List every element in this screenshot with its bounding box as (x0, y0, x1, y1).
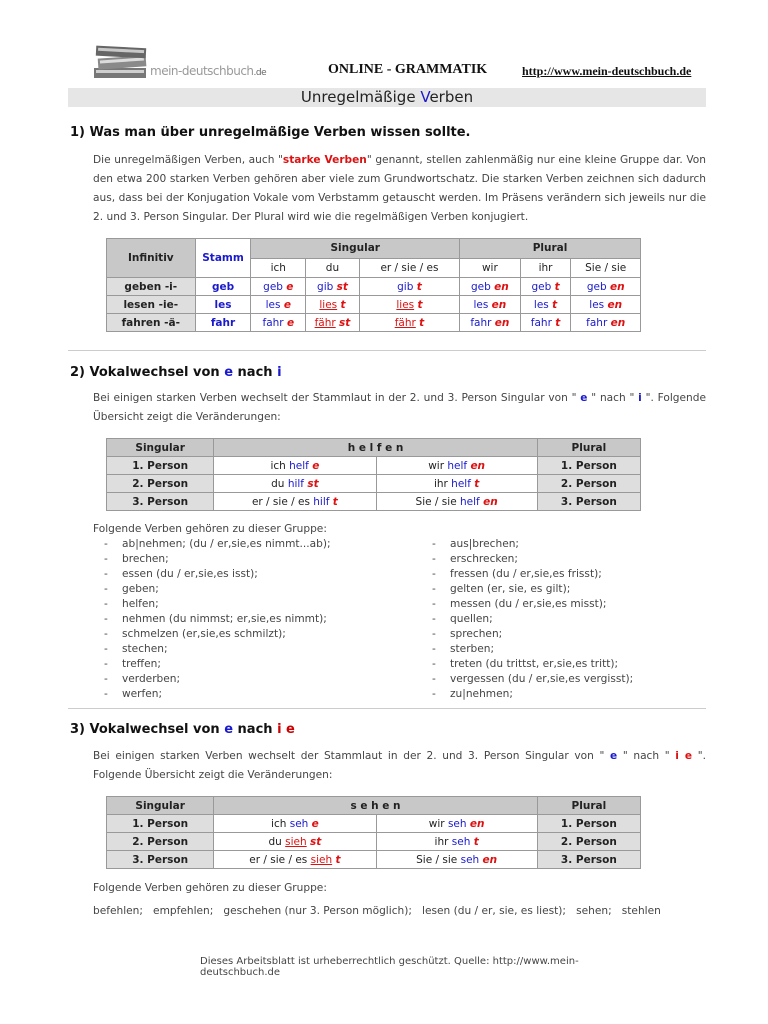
section2-heading: 2) Vokalwechsel von e nach i (70, 365, 282, 380)
list-item: - nehmen (du nimmst; er,sie,es nimmt); (104, 613, 327, 625)
infinitive-cell: fahren -ä- (107, 314, 195, 331)
header-title: ONLINE - GRAMMATIK (328, 62, 488, 77)
col-plural: Plural (538, 797, 640, 814)
table-row (107, 475, 640, 492)
sehen-table (106, 796, 641, 869)
form-cell: fähr st (306, 314, 359, 331)
list-item: - vergessen (du / er,sie,es vergisst); (432, 673, 634, 685)
form-cell: er / sie / es sieh t (214, 851, 375, 868)
person-label: 2. Person (107, 833, 213, 850)
form-cell: wir helf en (377, 457, 537, 474)
col-du: du (306, 259, 359, 278)
list-item: - helfen; (104, 598, 159, 610)
conjugation-table (106, 238, 641, 332)
list-item: - ab|nehmen; (du / er,sie,es nimmt...ab); (104, 538, 331, 550)
col-verb: s e h e n (214, 797, 536, 814)
table-row (107, 851, 640, 868)
table-row (107, 296, 640, 313)
section1-heading: 1) Was man über unregelmäßige Verben wissen sollte. (70, 125, 471, 140)
stem-cell: fahr (196, 314, 251, 331)
footer-note: Dieses Arbeitsblatt ist urheberrechtlich geschützt. Quelle: http://www.mein-deutschbuch.de (200, 956, 579, 978)
col-er: er / sie / es (360, 259, 459, 278)
form-cell: les e (251, 296, 305, 313)
form-cell: geb e (251, 278, 305, 295)
stem-cell: geb (196, 278, 251, 295)
form-cell: er / sie / es hilf t (214, 493, 375, 510)
section2-group-intro: Folgende Verben gehören zu dieser Gruppe: (93, 523, 327, 535)
list-item: - verderben; (104, 673, 181, 685)
infinitive-cell: lesen -ie- (107, 296, 195, 313)
col-ihr: ihr (521, 259, 571, 278)
col-singular: Singular (107, 439, 213, 456)
page-header (92, 40, 712, 86)
form-cell: du hilf st (214, 475, 375, 492)
form-cell: ihr seh t (377, 833, 537, 850)
col-plural: Plural (538, 439, 640, 456)
person-label: 2. Person (107, 475, 213, 492)
verb-list-left (104, 537, 331, 702)
list-item: - schmelzen (er,sie,es schmilzt); (104, 628, 286, 640)
person-label: 1. Person (538, 457, 640, 474)
table-row (107, 493, 640, 510)
list-item: - quellen; (432, 613, 493, 625)
form-cell: les t (521, 296, 571, 313)
section3-verb-list: befehlen; empfehlen; geschehen (nur 3. Person möglich); lesen (du / er, sie, es liest); sehen; stehlen (93, 905, 661, 917)
form-cell: lies t (360, 296, 459, 313)
infinitive-cell: geben -i- (107, 278, 195, 295)
form-cell: fähr t (360, 314, 459, 331)
list-item: - brechen; (104, 553, 169, 565)
page-title: Unregelmäßige Verben (68, 88, 706, 107)
person-label: 3. Person (107, 493, 213, 510)
form-cell: fahr t (521, 314, 571, 331)
table-row (107, 833, 640, 850)
divider (68, 708, 706, 709)
table-row (107, 815, 640, 832)
section3-heading: 3) Vokalwechsel von e nach i e (70, 722, 295, 737)
col-verb: h e l f e n (214, 439, 536, 456)
person-label: 2. Person (538, 475, 640, 492)
form-cell: lies t (306, 296, 359, 313)
col-infinitiv: Infinitiv (107, 239, 195, 277)
form-cell: les en (460, 296, 520, 313)
logo-wordmark: mein-deutschbuch.de (150, 64, 267, 78)
person-label: 2. Person (538, 833, 640, 850)
list-item: - geben; (104, 583, 159, 595)
col-ich: ich (251, 259, 305, 278)
form-cell: fahr en (571, 314, 640, 331)
form-cell: fahr e (251, 314, 305, 331)
list-item: - treten (du trittst, er,sie,es tritt); (432, 658, 619, 670)
form-cell: ich seh e (214, 815, 375, 832)
list-item: - fressen (du / er,sie,es frisst); (432, 568, 602, 580)
list-item: - sterben; (432, 643, 495, 655)
list-item: - gelten (er, sie, es gilt); (432, 583, 571, 595)
col-plural: Plural (460, 239, 640, 258)
form-cell: gib st (306, 278, 359, 295)
books-logo-icon (92, 44, 152, 82)
form-cell: ich helf e (214, 457, 375, 474)
list-item: - werfen; (104, 688, 163, 700)
form-cell: fahr en (460, 314, 520, 331)
table-row (107, 314, 640, 331)
section3-group-intro: Folgende Verben gehören zu dieser Gruppe: (93, 882, 327, 894)
col-singular: Singular (251, 239, 459, 258)
section1-paragraph: Die unregelmäßigen Verben, auch "starke Verben" genannt, stellen zahlenmäßig nur eine kleine Gruppe dar. Von den etwa 200 starken Verben gehören aber viele zum Grundwortschatz. Die starken Verben zeichnen sich dadurch aus, dass bei der Konjugation Vokale vom Verbstamm getauscht werden. Im Präsens verändern sich jeweils nur die 2. und 3. Person Singular. Der Plural wird wie die regelmäßigen Verben konjugiert. (93, 154, 707, 223)
person-label: 3. Person (107, 851, 213, 868)
col-sie: Sie / sie (571, 259, 640, 278)
stem-cell: les (196, 296, 251, 313)
form-cell: geb en (571, 278, 640, 295)
form-cell: du sieh st (214, 833, 375, 850)
table-row (107, 457, 640, 474)
form-cell: wir seh en (377, 815, 537, 832)
list-item: - aus|brechen; (432, 538, 519, 550)
list-item: - treffen; (104, 658, 161, 670)
section3-paragraph: Bei einigen starken Verben wechselt der Stammlaut in der 2. und 3. Person Singular von " e " nach " i e ". Folgende Übersicht zeigt die Veränderungen: (93, 750, 706, 781)
table-row (107, 278, 640, 295)
verb-list-right (432, 537, 633, 702)
list-item: - erschrecken; (432, 553, 518, 565)
person-label: 1. Person (107, 815, 213, 832)
list-item: - stechen; (104, 643, 168, 655)
col-singular: Singular (107, 797, 213, 814)
person-label: 1. Person (538, 815, 640, 832)
divider (68, 350, 706, 351)
col-wir: wir (460, 259, 520, 278)
form-cell: Sie / sie seh en (377, 851, 537, 868)
col-stamm: Stamm (196, 239, 251, 277)
person-label: 1. Person (107, 457, 213, 474)
list-item: - zu|nehmen; (432, 688, 513, 700)
list-item: - essen (du / er,sie,es isst); (104, 568, 258, 580)
person-label: 3. Person (538, 851, 640, 868)
form-cell: gib t (360, 278, 459, 295)
form-cell: ihr helf t (377, 475, 537, 492)
list-item: - sprechen; (432, 628, 503, 640)
list-item: - messen (du / er,sie,es misst); (432, 598, 607, 610)
header-url-link[interactable]: http://www.mein-deutschbuch.de (522, 64, 692, 78)
section2-paragraph: Bei einigen starken Verben wechselt der Stammlaut in der 2. und 3. Person Singular von " e " nach " i ". Folgende Übersicht zeigt die Veränderungen: (93, 392, 706, 423)
form-cell: les en (571, 296, 640, 313)
helfen-table (106, 438, 641, 511)
form-cell: geb t (521, 278, 571, 295)
form-cell: geb en (460, 278, 520, 295)
form-cell: Sie / sie helf en (377, 493, 537, 510)
person-label: 3. Person (538, 493, 640, 510)
